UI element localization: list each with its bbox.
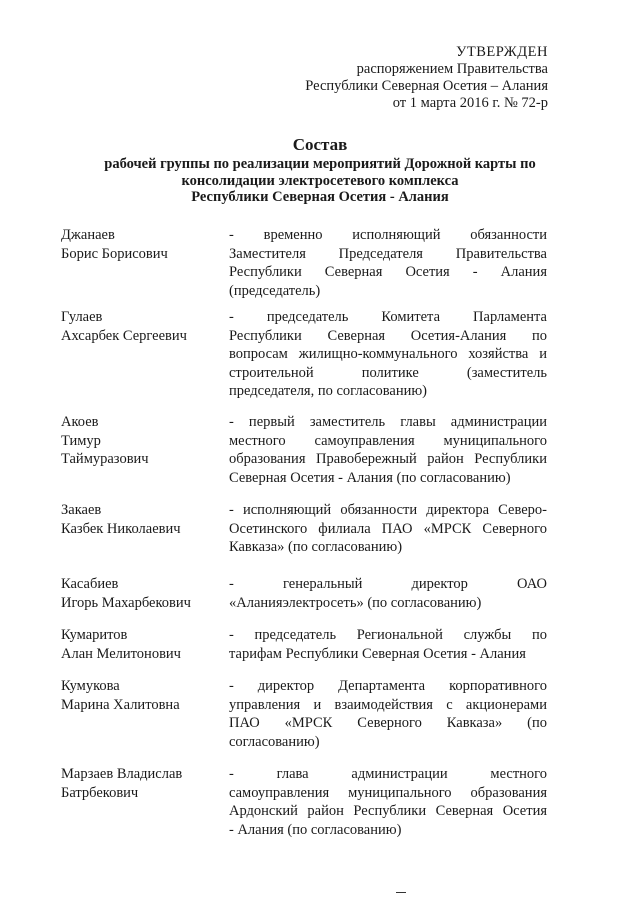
member-role	[229, 626, 547, 663]
title-main: Состав	[292, 135, 348, 154]
member-name-line: Тимур	[61, 432, 101, 449]
member-name-line: Марина Халитовна	[61, 696, 180, 713]
member-role-line: Кавказа» (по согласованию)	[229, 539, 403, 555]
member-role-line: управления и взаимодействия с акционерами	[229, 696, 547, 713]
member-role-line: «Аланияэлектросеть» (по согласованию)	[229, 594, 482, 611]
member-role-line: Ардонский район Республики Северная Осетия	[229, 803, 547, 819]
member-role-line: - председатель Региональной службы по	[229, 627, 547, 643]
member-role	[229, 575, 547, 612]
member-name	[61, 765, 226, 802]
member-role-line: - председатель Комитета Парламента	[229, 309, 547, 325]
document-title	[0, 134, 640, 206]
member-role-line: - первый заместитель главы администрации	[229, 414, 547, 430]
title-sub-line: Республики Северная Осетия - Алания	[191, 189, 449, 205]
member-role-line: Осетинского филиала ПАО «МРСК Северного	[229, 520, 547, 537]
approval-date: от 1 марта 2016 г. № 72-р	[392, 95, 548, 111]
member-role-line: строительной политике (заместитель	[229, 364, 547, 381]
approval-line: Республики Северная Осетия – Алания	[305, 78, 548, 94]
member-role-line: - временно исполняющий обязанности	[229, 227, 547, 243]
member-role	[229, 677, 547, 751]
member-role-line: вопросам жилищно-коммунального хозяйства и	[229, 346, 547, 362]
member-name-line: Казбек Николаевич	[61, 520, 181, 537]
page-mark	[396, 892, 406, 893]
approval-line: распоряжением Правительства	[356, 61, 548, 77]
approval-stamp	[305, 44, 548, 112]
member-name	[61, 501, 226, 538]
member-name	[61, 677, 226, 714]
member-role-line: - глава администрации местного	[229, 766, 547, 782]
member-role-line: Республики Северная Осетия - Алания	[229, 264, 547, 280]
member-name	[61, 626, 226, 663]
member-name-line: Батрбекович	[61, 784, 139, 801]
member-role	[229, 765, 547, 839]
member-role-line: Республики Северная Осетия-Алания по	[229, 327, 547, 344]
member-name-line: Гулаев	[61, 309, 103, 325]
member-role-line: согласованию)	[229, 733, 320, 750]
member-name	[61, 308, 226, 345]
member-role-line: председателя, по согласованию)	[229, 383, 428, 399]
title-sub-line: рабочей группы по реализации мероприятий Дорожной карты по	[104, 156, 536, 172]
member-role	[229, 413, 547, 487]
member-role-line: (председатель)	[229, 282, 321, 299]
member-name-line: Закаев	[61, 502, 102, 518]
title-sub-line: консолидации электросетевого комплекса	[181, 172, 459, 189]
member-role-line: ПАО «МРСК Северного Кавказа» (по	[229, 715, 547, 731]
member-name-line: Марзаев Владислав	[61, 766, 183, 782]
member-role-line: - директор Департамента корпоративного	[229, 678, 547, 694]
member-name-line: Кумукова	[61, 678, 120, 694]
member-name-line: Ахсарбек Сергеевич	[61, 327, 187, 344]
member-name-line: Таймуразович	[61, 451, 149, 467]
member-name	[61, 413, 226, 469]
member-name-line: Игорь Махарбекович	[61, 594, 191, 611]
member-role-line: - Алания (по согласованию)	[229, 821, 402, 838]
member-role-line: самоуправления муниципального образования	[229, 784, 547, 801]
member-name-line: Борис Борисович	[61, 245, 168, 262]
member-role	[229, 308, 547, 401]
member-role-line: образования Правобережный район Республики	[229, 451, 547, 467]
approval-heading: УТВЕРЖДЕН	[456, 44, 548, 60]
member-role-line: - исполняющий обязанности директора Северо-	[229, 502, 547, 518]
member-role	[229, 226, 547, 300]
member-name-line: Алан Мелитонович	[61, 645, 181, 662]
member-name-line: Касабиев	[61, 576, 119, 592]
member-role	[229, 501, 547, 557]
member-name-line: Кумаритов	[61, 627, 128, 643]
member-role-line: Заместителя Председателя Правительства	[229, 245, 547, 262]
member-name	[61, 575, 226, 612]
member-name-line: Джанаев	[61, 227, 115, 243]
member-role-line: тарифам Республики Северная Осетия - Алания	[229, 645, 526, 662]
member-role-line: - генеральный директор ОАО	[229, 576, 547, 592]
member-role-line: Северная Осетия - Алания (по согласованию)	[229, 469, 511, 486]
member-role-line: местного самоуправления муниципального	[229, 432, 547, 449]
member-name-line: Акоев	[61, 414, 99, 430]
member-name	[61, 226, 226, 263]
